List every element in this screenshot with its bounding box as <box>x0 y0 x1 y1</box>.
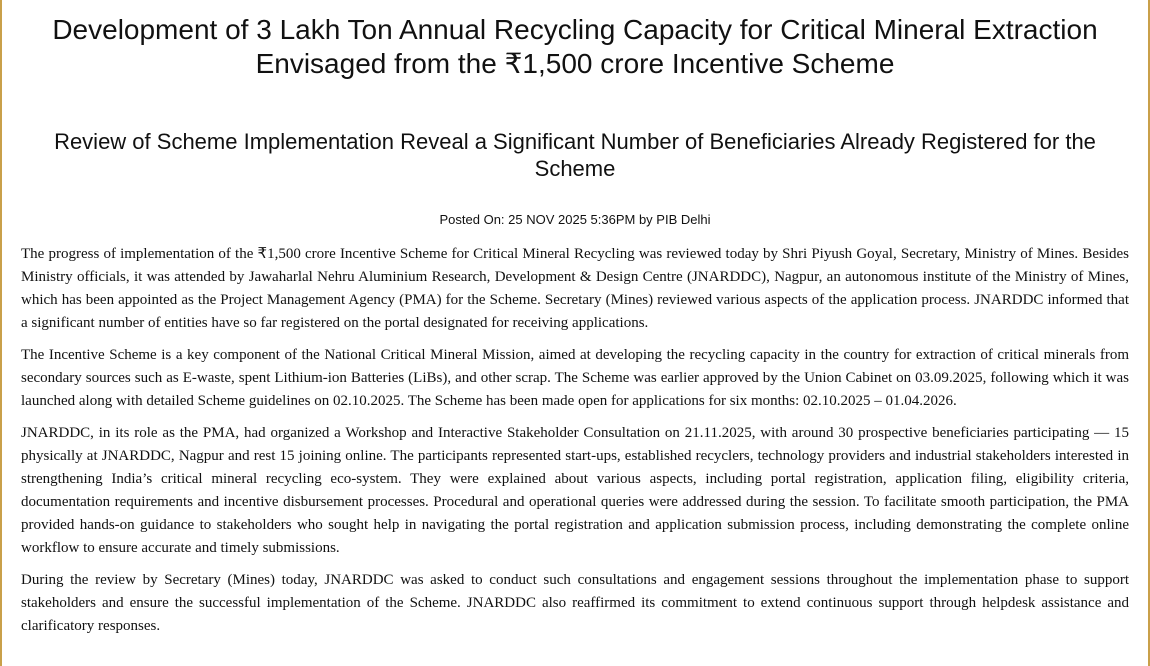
paragraph-4: During the review by Secretary (Mines) today, JNARDDC was asked to conduct such consultations and engagement sessions throughout the implementation phase to support stakeholders and ensure the successful implementation of the Scheme. JNARDDC also reaffirmed its commitment to extend continuous support through helpdesk assistance and clarificatory responses. <box>21 572 1129 634</box>
page-subtitle: Review of Scheme Implementation Reveal a Significant Number of Beneficiaries Already Registered for the Scheme <box>54 129 1096 181</box>
page-title: Development of 3 Lakh Ton Annual Recycling Capacity for Critical Mineral Extraction Envisaged from the ₹1,500 crore Incentive Scheme <box>52 14 1098 79</box>
article-body <box>21 243 1129 638</box>
posted-on-line: Posted On: 25 NOV 2025 5:36PM by PIB Delhi <box>439 212 711 227</box>
paragraph-1: The progress of implementation of the ₹1,500 crore Incentive Scheme for Critical Mineral Recycling was reviewed today by Shri Piyush Goyal, Secretary, Ministry of Mines. Besides Ministry officials, it was attended by Jawaharlal Nehru Aluminium Research, Development & Design Centre (JNARDDC), Nagpur, an autonomous institute of the Ministry of Mines, which has been appointed as the Project Management Agency (PMA) for the Scheme. Secretary (Mines) reviewed various aspects of the application process. JNARDDC informed that a significant number of entities have so far registered on the portal designated for receiving applications. <box>21 246 1129 331</box>
article-container <box>2 0 1148 638</box>
paragraph-3: JNARDDC, in its role as the PMA, had organized a Workshop and Interactive Stakeholder Consultation on 21.11.2025, with around 30 prospective beneficiaries participating — 15 physically at JNARDDC, Nagpur and rest 15 joining online. The participants represented start-ups, established recyclers, technology providers and industrial stakeholders interested in strengthening India’s critical mineral recycling eco-system. They were explained about various aspects, including portal registration, application filing, eligibility criteria, documentation requirements and incentive disbursement processes. Procedural and operational queries were addressed during the session. To facilitate smooth participation, the PMA provided hands-on guidance to stakeholders who sought help in navigating the portal registration and application submission process, including demonstrating the complete online workflow to ensure accurate and timely submissions. <box>21 425 1129 556</box>
paragraph-2: The Incentive Scheme is a key component of the National Critical Mineral Mission, aimed at developing the recycling capacity in the country for extraction of critical minerals from secondary sources such as E-waste, spent Lithium-ion Batteries (LiBs), and other scrap. The Scheme was earlier approved by the Union Cabinet on 03.09.2025, following which it was launched along with detailed Scheme guidelines on 02.10.2025. The Scheme has been made open for applications for six months: 02.10.2025 – 01.04.2026. <box>21 347 1129 409</box>
